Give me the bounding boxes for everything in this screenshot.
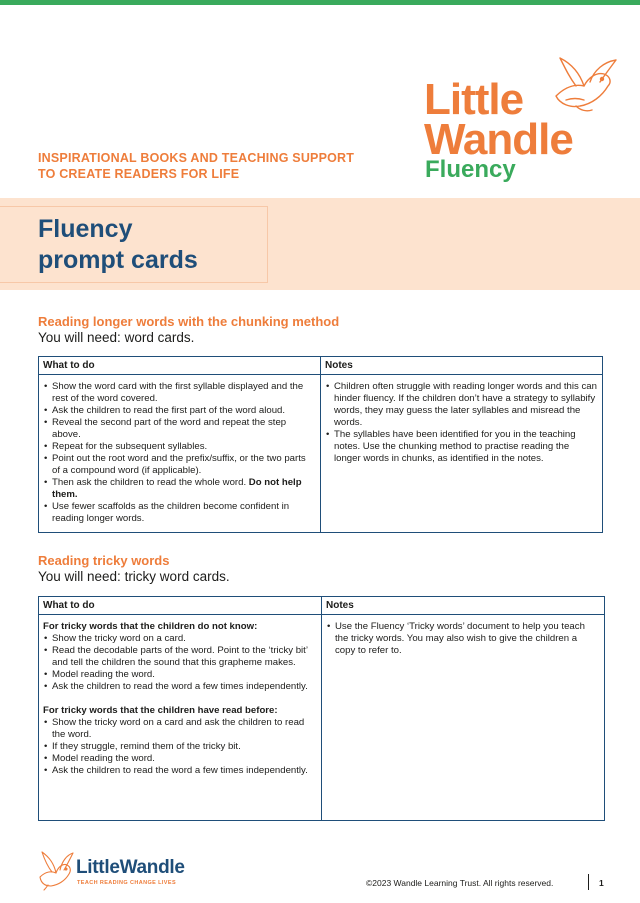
list-item: • Reveal the second part of the word and repeat the step above. bbox=[43, 417, 316, 441]
list-item-emphasis: Do not help them. bbox=[52, 477, 302, 500]
section-heading-tricky: Reading tricky words bbox=[38, 553, 170, 568]
list-item: • Model reading the word. bbox=[43, 669, 317, 681]
brand-word-wandle: Wandle bbox=[424, 115, 573, 164]
what-to-do-cell bbox=[39, 375, 321, 533]
section-need-chunking: You will need: word cards. bbox=[38, 330, 195, 345]
list-item: • If they struggle, remind them of the tricky bit. bbox=[43, 741, 317, 753]
list-item: • The syllables have been identified for you in the teaching notes. Use the chunking method to practise reading the longer words in chunks, as identified in the notes. bbox=[325, 429, 598, 465]
subheading-read-before: For tricky words that the children have read before: bbox=[43, 705, 278, 716]
copyright-notice: ©2023 Wandle Learning Trust. All rights reserved. bbox=[366, 878, 554, 888]
subheading-do-not-know: For tricky words that the children do not know: bbox=[43, 621, 258, 632]
notes-cell bbox=[322, 615, 605, 821]
list-item: • Show the tricky word on a card and ask the children to read the word. bbox=[43, 717, 317, 741]
notes-list bbox=[325, 381, 598, 465]
list-item: • Ask the children to read the word a few times independently. bbox=[43, 765, 317, 777]
table-header-what: What to do bbox=[39, 597, 322, 615]
notes-cell bbox=[321, 375, 603, 533]
page-title-line-1: Fluency bbox=[38, 215, 133, 243]
footer-logo-little: Little bbox=[76, 857, 120, 878]
brand-word-fluency: Fluency bbox=[425, 156, 516, 183]
table-row bbox=[39, 375, 603, 533]
list-item: • Read the decodable parts of the word. Point to the ‘tricky bit’ and tell the children the sound that this grapheme makes. bbox=[43, 645, 317, 669]
list-item: • Point out the root word and the prefix/suffix, or the two parts of a compound word (if applicable). bbox=[43, 453, 316, 477]
tagline-line-2: TO CREATE READERS FOR LIFE bbox=[38, 166, 240, 181]
list-item: • Ask the children to read the first part of the word aloud. bbox=[43, 405, 316, 417]
footer-divider bbox=[588, 874, 589, 890]
list-item: • Show the word card with the first syllable displayed and the rest of the word covered. bbox=[43, 381, 316, 405]
list-item: • Use the Fluency ‘Tricky words’ document to help you teach the tricky words. You may also wish to give the children a copy to refer to. bbox=[326, 621, 600, 657]
list-item: • Use fewer scaffolds as the children become confident in reading longer words. bbox=[43, 501, 316, 525]
do-not-know-list bbox=[43, 633, 317, 693]
table-row bbox=[39, 615, 605, 821]
section-heading-chunking: Reading longer words with the chunking method bbox=[38, 314, 340, 329]
footer-logo-strapline: TEACH READING CHANGE LIVES bbox=[77, 880, 177, 886]
top-accent-bar bbox=[0, 0, 640, 5]
read-before-list bbox=[43, 717, 317, 777]
page-title-line-2: prompt cards bbox=[38, 246, 198, 274]
list-item: • Ask the children to read the word a few times independently. bbox=[43, 681, 317, 693]
what-to-do-list bbox=[43, 381, 316, 525]
list-item-text: Then ask the children to read the whole word. bbox=[52, 477, 247, 488]
table-header-row bbox=[39, 597, 605, 615]
chunking-table bbox=[38, 356, 603, 533]
tricky-words-table bbox=[38, 596, 605, 821]
table-header-notes: Notes bbox=[321, 357, 603, 375]
page-number: 1 bbox=[599, 878, 604, 888]
list-item: • Show the tricky word on a card. bbox=[43, 633, 317, 645]
list-item: • Children often struggle with reading longer words and this can hinder fluency. If the children don’t have a strategy to syllabify words, they may guess the later syllables and misread the words. bbox=[325, 381, 598, 429]
footer-logo-wandle: Wandle bbox=[119, 857, 185, 878]
notes-list bbox=[326, 621, 600, 657]
section-need-tricky: You will need: tricky word cards. bbox=[38, 569, 230, 584]
what-to-do-cell bbox=[39, 615, 322, 821]
list-item: • Model reading the word. bbox=[43, 753, 317, 765]
brand-logo bbox=[424, 56, 624, 186]
tagline-line-1: INSPIRATIONAL BOOKS AND TEACHING SUPPORT bbox=[38, 151, 355, 165]
spacer bbox=[43, 693, 317, 705]
table-header-row bbox=[39, 357, 603, 375]
owl-icon bbox=[546, 56, 618, 116]
owl-icon bbox=[36, 849, 74, 891]
brand-word-little: Little bbox=[424, 75, 524, 124]
tagline bbox=[38, 151, 398, 182]
page-title bbox=[38, 214, 198, 276]
list-item bbox=[43, 477, 316, 501]
table-header-notes: Notes bbox=[322, 597, 605, 615]
list-item: • Repeat for the subsequent syllables. bbox=[43, 441, 316, 453]
footer-logo-text bbox=[76, 857, 185, 879]
table-header-what: What to do bbox=[39, 357, 321, 375]
footer-logo bbox=[36, 849, 226, 893]
